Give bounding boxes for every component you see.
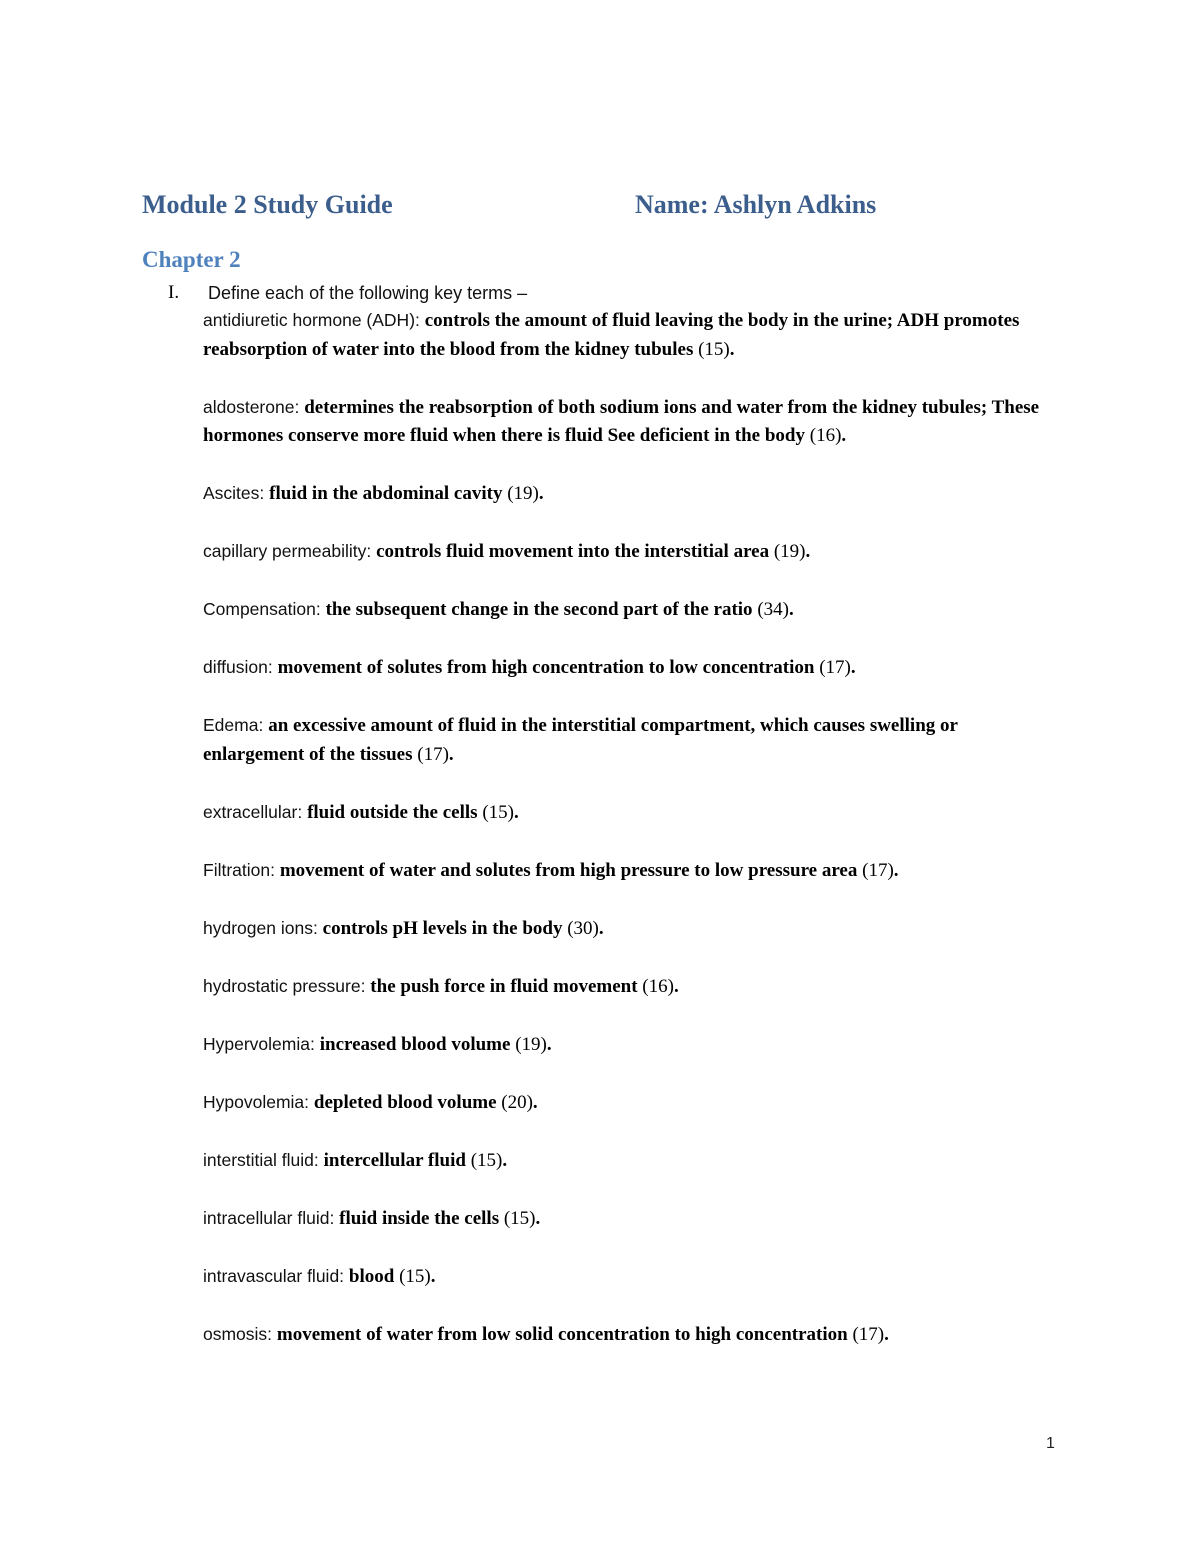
term-definition: controls fluid movement into the interstitial area (376, 541, 774, 562)
term-entry (203, 1320, 1063, 1350)
term-name: hydrogen ions: (203, 917, 323, 938)
page-reference: (34) (757, 599, 789, 620)
term-name: capillary permeability: (203, 541, 377, 561)
page-reference: (17) (417, 743, 449, 765)
term-end-punctuation: . (729, 338, 735, 360)
list-marker: I. (168, 282, 180, 303)
term-end-punctuation: . (513, 801, 519, 823)
page-reference: (30) (567, 917, 599, 939)
term-definition: blood (348, 1265, 400, 1287)
term-definition: movement of water and solutes from high pressure to low pressure area (279, 859, 863, 881)
page-number: 1 (1046, 1435, 1055, 1452)
term-entry (203, 1030, 1063, 1060)
term-end-punctuation: . (841, 425, 847, 446)
page-reference: (16) (809, 425, 842, 446)
page-reference: (19) (773, 541, 806, 562)
term-definition: fluid inside the cells (339, 1207, 504, 1229)
term-name: Edema: (203, 715, 269, 735)
term-definition: increased blood volume (319, 1033, 516, 1055)
term-end-punctuation: . (673, 975, 679, 997)
term-name: aldosterone: (203, 396, 305, 417)
term-entry (203, 393, 1063, 451)
list-intro: Define each of the following key terms – (208, 283, 528, 303)
term-end-punctuation: . (535, 1207, 541, 1229)
key-terms-list (203, 306, 1063, 1378)
term-end-punctuation: . (598, 917, 604, 939)
term-name: Hypovolemia: (203, 1091, 314, 1112)
term-entry (203, 711, 1063, 769)
term-definition: fluid in the abdominal cavity (269, 483, 508, 504)
page-reference: (15) (503, 1207, 536, 1229)
page-reference: (15) (698, 338, 730, 360)
term-entry (203, 595, 1063, 625)
term-definition: fluid outside the cells (307, 801, 483, 823)
term-name: Hypervolemia: (203, 1033, 320, 1054)
term-end-punctuation: . (884, 1323, 889, 1345)
term-entry (203, 972, 1063, 1002)
term-name: hydrostatic pressure: (203, 975, 371, 996)
term-entry (203, 1204, 1063, 1234)
term-end-punctuation: . (502, 1149, 508, 1171)
term-entry (203, 479, 1063, 509)
term-end-punctuation: . (538, 483, 544, 504)
term-end-punctuation: . (893, 859, 899, 881)
term-name: interstitial fluid: (203, 1149, 324, 1170)
term-entry (203, 1146, 1063, 1176)
page-reference: (15) (470, 1149, 503, 1171)
term-end-punctuation: . (788, 599, 794, 620)
page-reference: (19) (507, 483, 539, 504)
term-entry (203, 537, 1063, 567)
term-definition: an excessive amount of fluid in the interstitial compartment, which causes swelling or enlargement of the tissues (203, 715, 958, 765)
term-definition: the subsequent change in the second part of the ratio (325, 599, 758, 620)
term-end-punctuation: . (430, 1265, 436, 1287)
term-name: osmosis: (203, 1323, 277, 1344)
term-definition: movement of water from low solid concentration to high concentration (276, 1323, 853, 1345)
term-end-punctuation: . (850, 657, 856, 678)
document-title: Module 2 Study Guide (142, 190, 393, 219)
page-reference: (17) (852, 1323, 885, 1345)
term-name: extracellular: (203, 801, 308, 822)
term-definition: controls pH levels in the body (322, 917, 568, 939)
page-reference: (19) (515, 1033, 547, 1055)
term-name: intravascular fluid: (203, 1265, 349, 1286)
page-reference: (17) (819, 657, 851, 678)
term-entry (203, 856, 1063, 886)
term-entry (203, 914, 1063, 944)
term-name: Ascites: (203, 483, 270, 503)
page-reference: (20) (501, 1091, 533, 1113)
term-definition: the push force in fluid movement (370, 975, 643, 997)
term-entry (203, 1088, 1063, 1118)
term-entry (203, 653, 1063, 683)
term-end-punctuation: . (805, 541, 811, 562)
student-name: Name: Ashlyn Adkins (635, 190, 877, 219)
term-end-punctuation: . (546, 1033, 552, 1055)
term-end-punctuation: . (532, 1091, 538, 1113)
term-definition: intercellular fluid (323, 1149, 471, 1171)
page-reference: (15) (399, 1265, 431, 1287)
term-end-punctuation: . (448, 743, 454, 765)
term-name: antidiuretic hormone (ADH): (203, 310, 425, 330)
term-name: diffusion: (203, 657, 278, 677)
term-name: Compensation: (203, 599, 326, 619)
page-reference: (15) (482, 801, 514, 823)
term-name: Filtration: (203, 859, 280, 880)
term-name: intracellular fluid: (203, 1207, 340, 1228)
term-definition: determines the reabsorption of both sodium ions and water from the kidney tubules; These hormones conserve more fluid when there is fluid See deficient in the body (203, 396, 1040, 446)
chapter-heading: Chapter 2 (142, 247, 241, 272)
page-reference: (16) (642, 975, 674, 997)
term-definition: movement of solutes from high concentration to low concentration (277, 657, 820, 678)
term-entry (203, 1262, 1063, 1292)
term-definition: depleted blood volume (313, 1091, 502, 1113)
title-row (142, 188, 1042, 222)
term-entry (203, 798, 1063, 828)
page-reference: (17) (862, 859, 894, 881)
term-definition: controls the amount of fluid leaving the body in the urine; ADH promotes reabsorption of water into the blood from the kidney tubules (203, 310, 1020, 360)
term-entry (203, 306, 1063, 364)
